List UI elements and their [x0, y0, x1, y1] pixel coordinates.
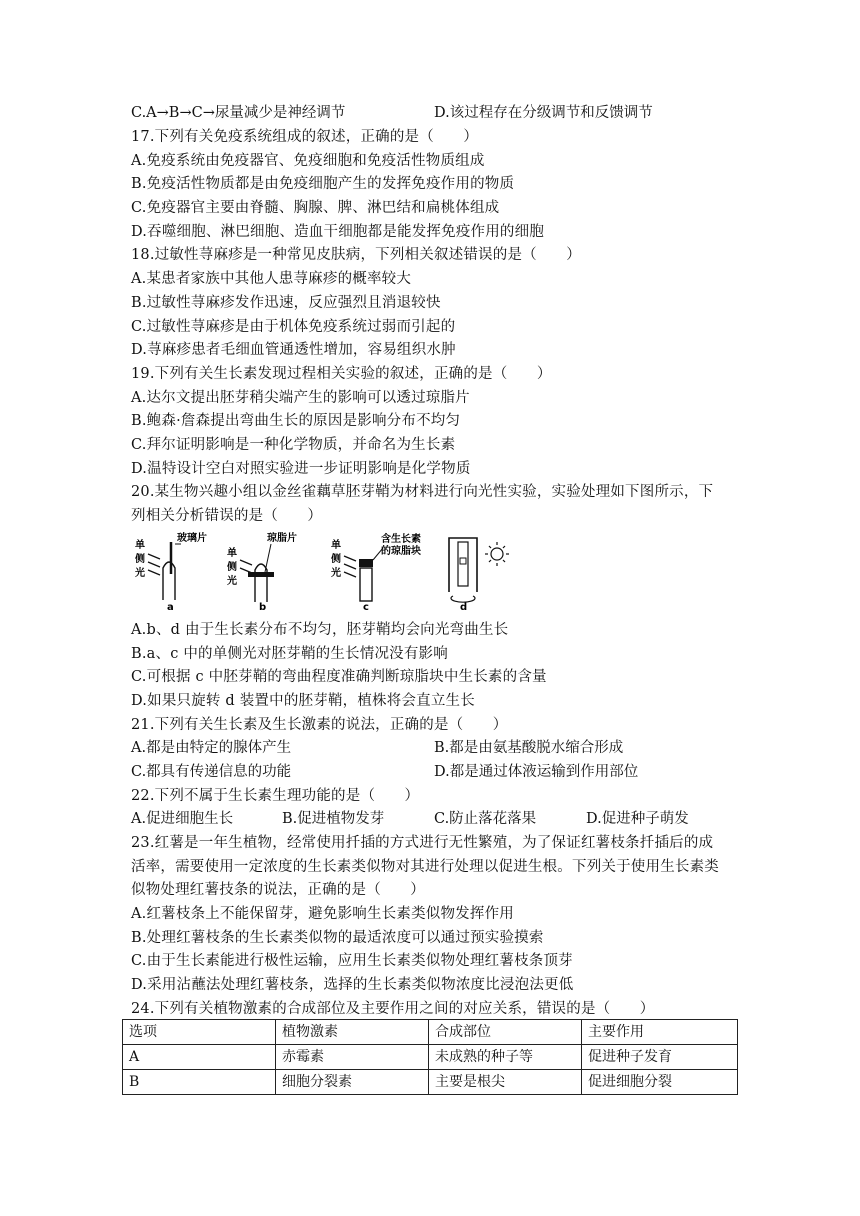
label-c: c: [363, 602, 369, 612]
q18-option-a: A.某患者家族中其他人患荨麻疹的概率较大: [131, 271, 412, 287]
light-arrows-icon: [344, 556, 356, 577]
q23-option-d: D.采用沾蘸法处理红薯枝条，选择的生长素类似物浓度比浸泡法更低: [131, 977, 574, 993]
coleoptile-a: [163, 562, 175, 600]
q22-option-d: D.促进种子萌发: [586, 811, 689, 827]
light-label-a-3: 光: [135, 568, 145, 579]
setup-a: [134, 532, 207, 612]
q19-option-d: D.温特设计空白对照实验进一步证明影响是化学物质: [131, 461, 471, 477]
q20-stem-line2: 列相关分析错误的是（ ）: [131, 508, 323, 524]
window-d: [460, 558, 466, 564]
q18-option-c: C.过敏性荨麻疹是由于机体免疫系统过弱而引起的: [131, 319, 456, 335]
q19-option-c: C.拜尔证明影响是一种化学物质，并命名为生长素: [131, 437, 456, 453]
q21-option-c: C.都具有传递信息的功能: [131, 764, 292, 780]
q23-stem-line3: 似物处理红薯技条的说法，正确的是（ ）: [131, 882, 425, 898]
table-header-row: [123, 1020, 738, 1045]
table-row: [123, 1070, 738, 1095]
label-a: a: [167, 602, 174, 612]
table-cell: B: [123, 1070, 276, 1095]
q23-option-b: B.处理红薯枝条的生长素类似物的最适浓度可以通过预实验摸索: [131, 930, 544, 946]
q17-option-c: C.免疫器官主要由脊髓、胸腺、脾、淋巴结和扁桃体组成: [131, 200, 500, 216]
q22-option-b: B.促进植物发芽: [282, 811, 385, 827]
q22-stem: 22.下列不属于生长素生理功能的是（ ）: [131, 788, 420, 804]
label-d: d: [460, 602, 468, 612]
setup-d: [449, 538, 509, 612]
auxin-agar-label-2: 的琼脂块: [381, 546, 421, 557]
q17-option-b: B.免疫活性物质都是由免疫细胞产生的发挥免疫作用的物质: [131, 176, 515, 192]
q18-option-b: B.过敏性荨麻疹发作迅速，反应强烈且消退较快: [131, 295, 441, 311]
table-header-cell: 植物激素: [276, 1020, 429, 1045]
sun-icon: [485, 542, 509, 566]
box-d: [449, 538, 477, 592]
light-arrows-icon: [240, 560, 252, 573]
agar-sheet: [248, 572, 274, 577]
table-cell: 细胞分裂素: [276, 1070, 429, 1095]
q21-option-a: A.都是由特定的腺体产生: [131, 740, 292, 756]
q18-stem: 18.过敏性荨麻疹是一种常见皮肤病，下列相关叙述错误的是（ ）: [131, 247, 581, 263]
auxin-agar-label-1: 含生长素: [381, 534, 421, 545]
hormone-table: [122, 1019, 738, 1095]
q23-stem-line1: 23.红薯是一年生植物，经常使用扦插的方式进行无性繁殖，为了保证红薯枝条扦插后的成: [131, 835, 714, 851]
light-label-b-1: 单: [227, 548, 237, 559]
q17-option-d: D.吞噬细胞、淋巴细胞、造血干细胞都是能发挥免疫作用的细胞: [131, 224, 545, 240]
label-b: b: [259, 602, 267, 612]
table-header-cell: 合成部位: [429, 1020, 582, 1045]
table-cell: 促进细胞分裂: [582, 1070, 738, 1095]
glass-label: 玻璃片: [177, 533, 207, 544]
q23-option-c: C.由于生长素能进行极性运输，应用生长素类似物处理红薯枝条顶芽: [131, 953, 573, 969]
setup-b: [226, 532, 297, 612]
light-label-c-3: 光: [331, 568, 341, 579]
q20-option-b: B.a、c 中的单侧光对胚芽鞘的生长情况没有影响: [131, 646, 448, 662]
auxin-agar-block: [359, 559, 373, 567]
table-cell: 未成熟的种子等: [429, 1045, 582, 1070]
q17-option-a: A.免疫系统由免疫器官、免疫细胞和免疫活性物质组成: [131, 153, 485, 169]
q20-option-a: A.b、d 由于生长素分布不均匀，胚芽鞘均会向光弯曲生长: [131, 622, 509, 638]
q24-stem: 24.下列有关植物激素的合成部位及主要作用之间的对应关系，错误的是（ ）: [131, 1001, 655, 1017]
table-header-cell: 选项: [123, 1020, 276, 1045]
light-arrows-icon: [148, 554, 160, 575]
q16-option-c: C.A→B→C→尿量减少是神经调节: [131, 105, 346, 121]
light-label-b-2: 侧: [227, 562, 237, 573]
agar-label: 琼脂片: [267, 533, 297, 544]
coleoptile-c: [360, 568, 372, 601]
light-label-c-1: 单: [331, 540, 341, 551]
phototropism-experiment-figure: [131, 532, 531, 612]
table-header-cell: 主要作用: [582, 1020, 738, 1045]
setup-c: [330, 532, 421, 612]
q16-option-d: D.该过程存在分级调节和反馈调节: [434, 105, 653, 121]
q20-stem-line1: 20.某生物兴趣小组以金丝雀藕草胚芽鞘为材料进行向光性实验，实验处理如下图所示，下: [131, 484, 714, 500]
table-cell: 主要是根尖: [429, 1070, 582, 1095]
q22-option-c: C.防止落花落果: [434, 811, 537, 827]
q21-option-b: B.都是由氨基酸脱水缩合形成: [434, 740, 624, 756]
q20-option-d: D.如果只旋转 d 装置中的胚芽鞘，植株将会直立生长: [131, 693, 475, 709]
agar-pointer: [265, 544, 271, 572]
table-row: [123, 1045, 738, 1070]
table-cell: 促进种子发育: [582, 1045, 738, 1070]
q21-option-d: D.都是通过体液运输到作用部位: [434, 764, 639, 780]
table-cell: 赤霉素: [276, 1045, 429, 1070]
q18-option-d: D.荨麻疹患者毛细血管通透性增加，容易组织水肿: [131, 342, 456, 358]
light-label-a-1: 单: [135, 540, 145, 551]
q21-stem: 21.下列有关生长素及生长激素的说法，正确的是（ ）: [131, 717, 508, 733]
q19-stem: 19.下列有关生长素发现过程相关实验的叙述，正确的是（ ）: [131, 366, 552, 382]
q19-option-a: A.达尔文提出胚芽稍尖端产生的影响可以透过琼脂片: [131, 390, 470, 406]
light-label-c-2: 侧: [331, 554, 341, 565]
q23-stem-line2: 活率，需要使用一定浓度的生长素类似物对其进行处理以促进生根。下列关于使用生长素类: [131, 859, 719, 875]
table-cell: A: [123, 1045, 276, 1070]
q20-option-c: C.可根据 c 中胚芽鞘的弯曲程度准确判断琼脂块中生长素的含量: [131, 669, 547, 685]
light-label-a-2: 侧: [135, 554, 145, 565]
q22-option-a: A.促进细胞生长: [131, 811, 234, 827]
light-label-b-3: 光: [227, 576, 237, 587]
q23-option-a: A.红薯枝条上不能保留芽，避免影响生长素类似物发挥作用: [131, 906, 514, 922]
q19-option-b: B.鲍森·詹森提出弯曲生长的原因是影响分布不均匀: [131, 413, 461, 429]
q17-stem: 17.下列有关免疫系统组成的叙述，正确的是（ ）: [131, 129, 479, 145]
